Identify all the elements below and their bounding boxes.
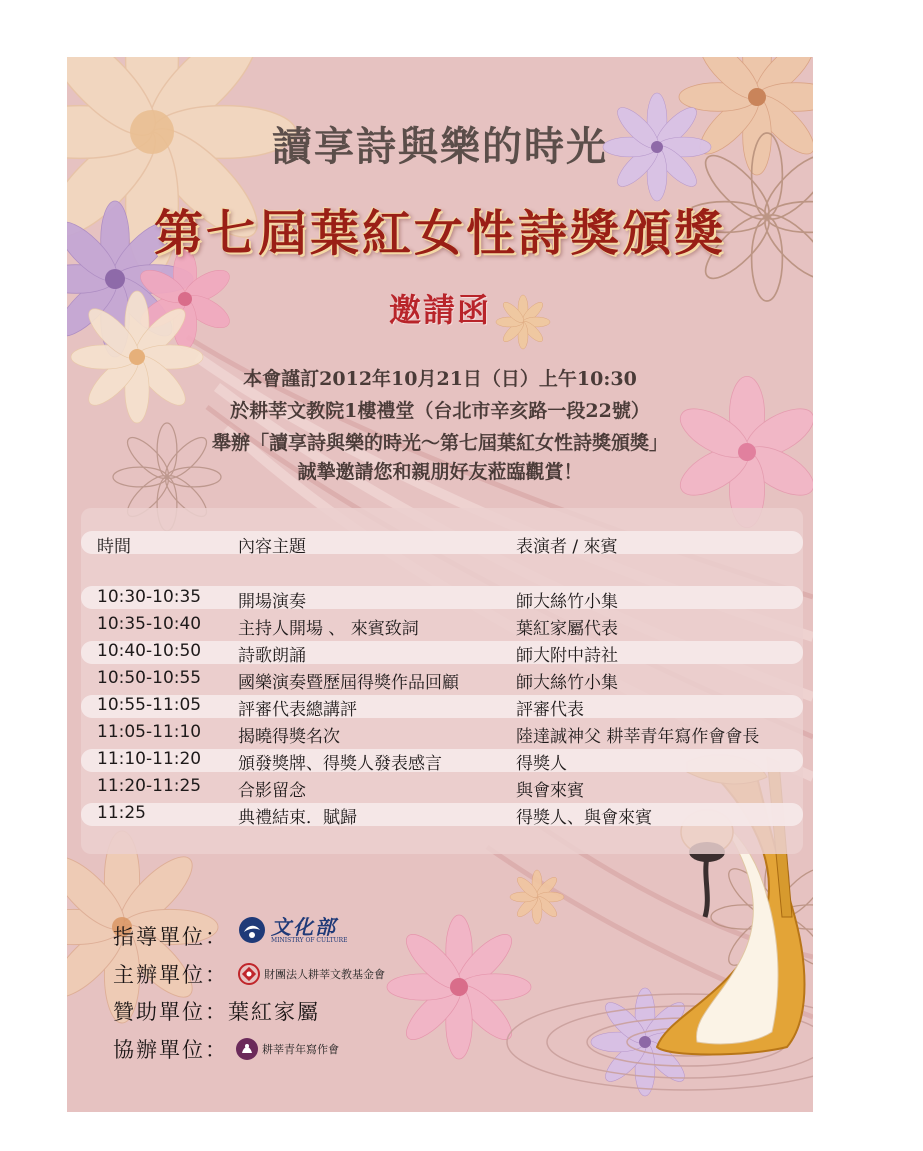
row-performer: 得獎人 [516,754,567,774]
row-topic: 詩歌朗誦 [238,646,306,666]
table-row [81,720,803,747]
row-time: 11:05-11:10 [97,722,202,742]
row-performer: 與會來賓 [516,781,584,801]
info-venue-line: 於耕莘文教院1樓禮堂（台北市辛亥路一段22號） [230,400,650,422]
info-event-line: 舉辦「讀享詩與樂的時光～第七屆葉紅女性詩獎頒獎」 [211,432,668,454]
row-time: 10:50-10:55 [97,668,202,688]
table-row [81,639,803,666]
ministry-logo-subtext: MINISTRY OF CULTURE [271,936,348,944]
info-date-line: 本會謹訂2012年10月21日（日）上午10:30 [243,368,637,390]
row-topic: 主持人開場 、 來賓致詞 [238,619,419,639]
foundation-logo [237,962,385,986]
row-performer: 評審代表 [516,700,584,720]
header-performer: 表演者 / 來賓 [516,537,618,557]
row-time: 10:35-10:40 [97,614,202,634]
table-row [81,693,803,720]
table-row [81,666,803,693]
row-topic: 評審代表總講評 [238,700,357,720]
invitation-poster [67,57,813,1112]
writers-emblem-icon [235,1037,259,1061]
sponsor-co-organizer [113,1034,228,1064]
foundation-emblem-icon [237,962,261,986]
row-time: 11:25 [97,803,146,823]
table-row [81,774,803,801]
row-performer: 師大絲竹小集 [516,592,618,612]
schedule-table [81,508,803,854]
ministry-logo-text: 文化部 [271,914,337,939]
row-performer: 葉紅家屬代表 [516,619,618,639]
title-line-1: 讀享詩與樂的時光 [272,123,608,170]
table-row [81,801,803,828]
table-row [81,585,803,612]
sponsor-guide-label: 指導單位： [113,925,228,949]
invitation-heading: 邀請函 [388,291,491,329]
foundation-logo-text: 財團法人耕莘文教基金會 [264,968,385,981]
row-performer: 師大附中詩社 [516,646,618,666]
sponsor-support [113,996,320,1026]
schedule-header-row [81,530,803,557]
ministry-of-culture-logo [237,915,348,945]
row-topic: 頒發獎牌、得獎人發表感言 [238,754,442,774]
header-time: 時間 [97,537,131,557]
row-performer: 師大絲竹小集 [516,673,618,693]
table-row [81,612,803,639]
header-topic: 內容主題 [238,537,306,557]
row-time: 11:20-11:25 [97,776,202,796]
row-performer: 得獎人、與會來賓 [516,808,652,828]
row-topic: 典禮結束．賦歸 [238,808,357,828]
sponsor-support-label: 贊助單位：葉紅家屬 [113,1000,320,1024]
info-invite-line: 誠摯邀請您和親朋好友蒞臨觀賞！ [297,461,583,483]
row-topic: 合影留念 [238,781,306,801]
title-line-2: 第七屆葉紅女性詩獎頒獎 [153,204,726,262]
sponsor-host-label: 主辦單位： [113,963,228,987]
writers-association-logo [235,1037,339,1061]
row-topic: 開場演奏 [238,592,306,612]
row-time: 10:30-10:35 [97,587,202,607]
sponsor-guide [113,921,228,951]
ministry-emblem-icon [237,915,267,945]
row-performer: 陸達誠神父 耕莘青年寫作會會長 [516,727,760,747]
row-topic: 揭曉得獎名次 [238,727,340,747]
writers-logo-text: 耕莘青年寫作會 [262,1043,339,1056]
row-time: 10:40-10:50 [97,641,202,661]
table-row [81,747,803,774]
sponsor-co-label: 協辦單位： [113,1038,228,1062]
sponsor-host [113,959,228,989]
row-time: 11:10-11:20 [97,749,202,769]
row-time: 10:55-11:05 [97,695,202,715]
row-topic: 國樂演奏暨歷屆得獎作品回顧 [238,673,459,693]
